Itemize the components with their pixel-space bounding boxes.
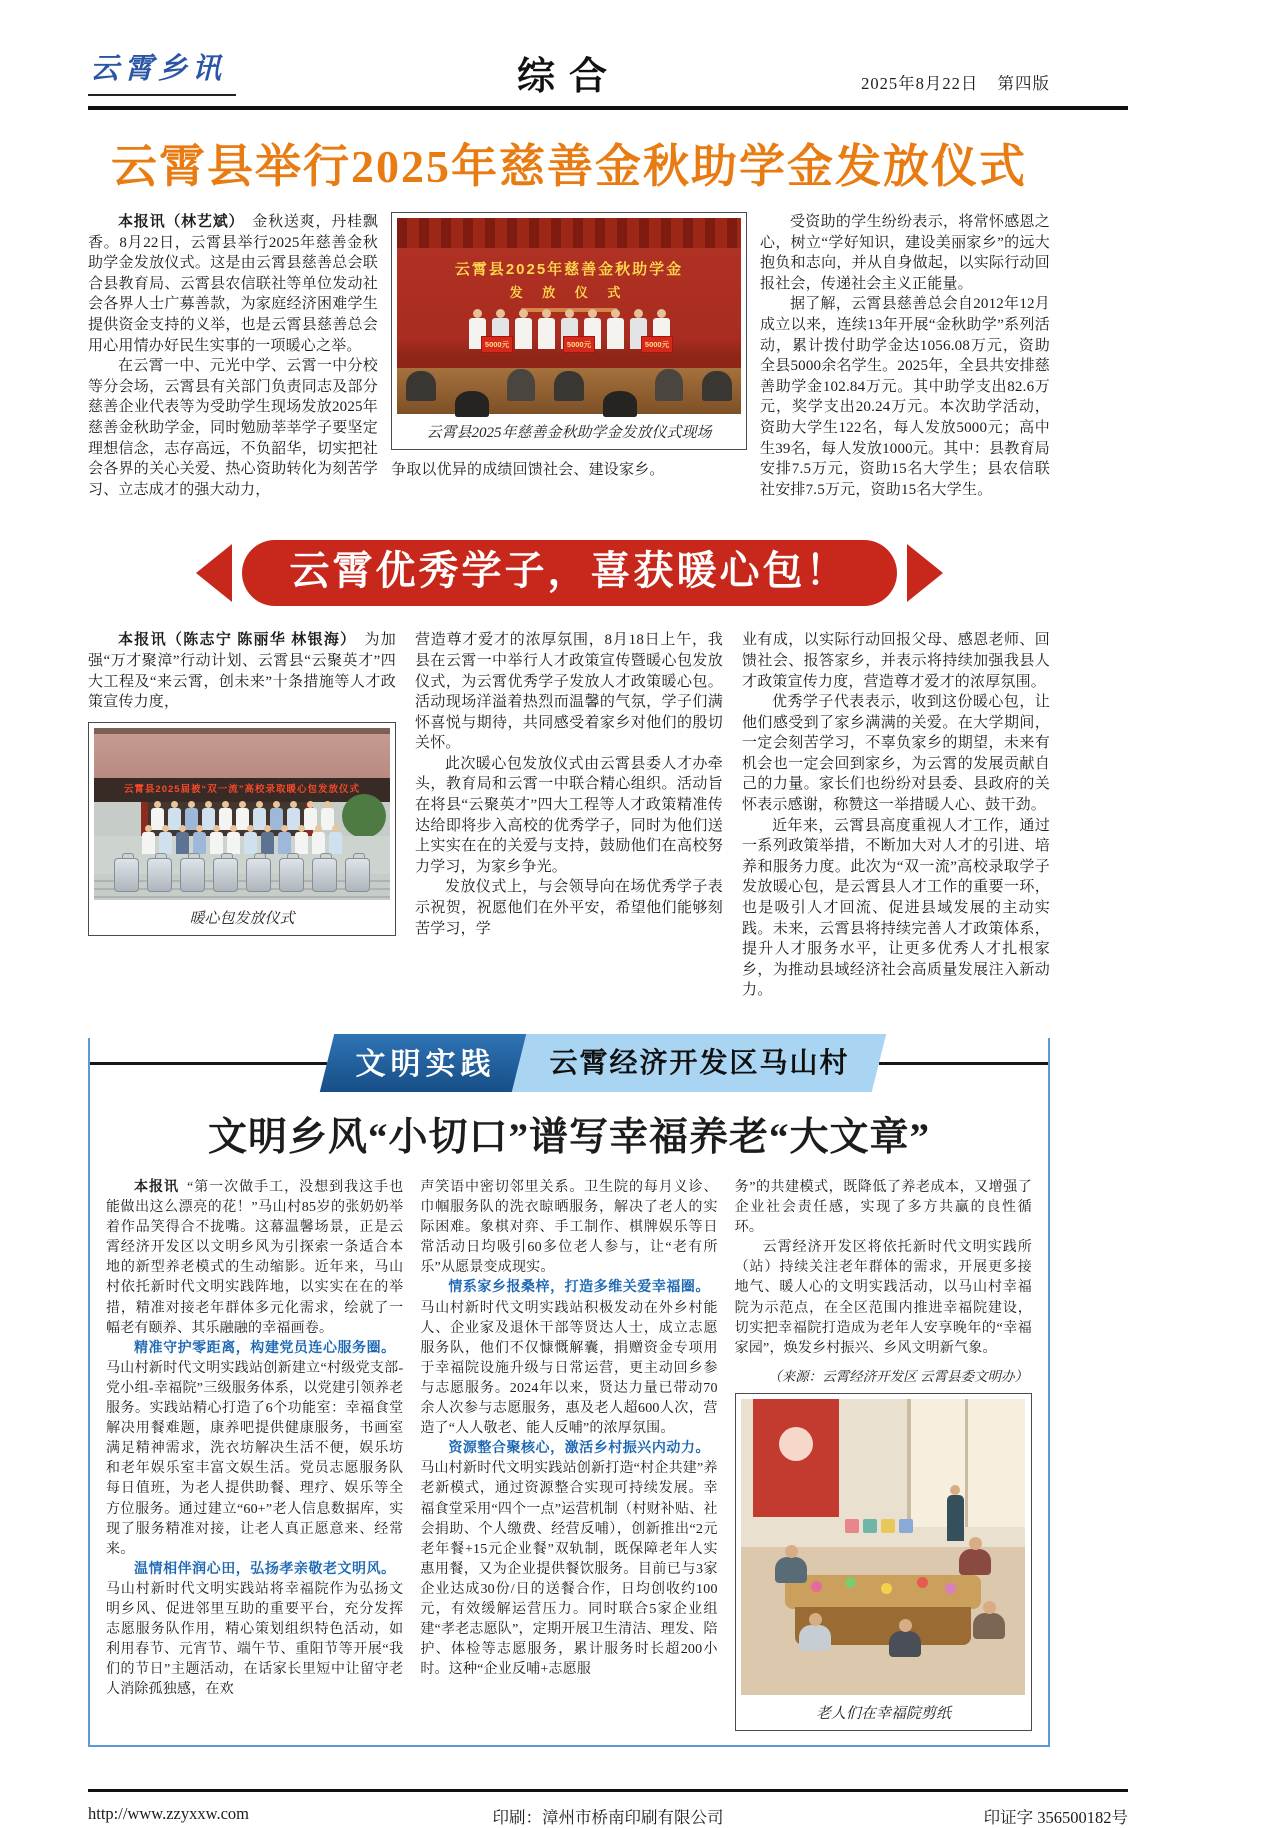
paragraph-text: 营造尊才爱才的浓厚氛围，8月18日上午，我县在云霄一中举行人才政策宣传暨暖心包发放仪式，为云霄优秀学子发放人才政策暖心包。活动现场洋溢着热烈而温馨的气氛，学子们满怀喜悦与期待，共同感受着家乡对他们的殷切关怀。	[415, 632, 723, 752]
subhead-blue: 资源整合聚核心，激活乡村振兴内动力。	[448, 1441, 710, 1457]
paragraph-text: 发放仪式上，与会领导向在场优秀学子表示祝贺，祝愿他们在外平安，希望他们能够刻苦学习，学	[415, 879, 723, 937]
red-wall-panel	[753, 1399, 839, 1517]
paper-flower	[845, 1577, 856, 1588]
luggage-case	[213, 858, 238, 892]
paper-flower	[881, 1583, 892, 1594]
person-figure	[947, 1495, 964, 1541]
audience-head	[554, 371, 584, 401]
article3-columns	[106, 1178, 1032, 1731]
article3-badge-row	[90, 1038, 1048, 1088]
paragraph-text: 争取以优异的成绩回馈社会、建设家乡。	[391, 462, 665, 478]
photo-elderly-papercutting	[741, 1399, 1025, 1695]
paragraph	[742, 630, 1050, 692]
photo-caption: 云霄县2025年慈善金秋助学金发放仪式现场	[426, 425, 712, 441]
badge-civilization-practice	[320, 1034, 530, 1092]
person-figure	[889, 1631, 921, 1657]
paragraph	[420, 1178, 717, 1278]
audience-head	[455, 391, 489, 417]
article1	[88, 212, 1050, 500]
people-row-back	[94, 808, 390, 830]
person-figure	[515, 318, 532, 349]
paragraph	[760, 212, 1050, 294]
paragraph	[106, 1178, 403, 1339]
byline-lead: 本报讯	[134, 1180, 179, 1195]
shelf-item	[845, 1519, 859, 1533]
subhead-blue: 情系家乡报桑梓，打造多维关爱幸福圈。	[448, 1280, 710, 1296]
article3-box	[88, 1038, 1050, 1747]
paper-name: 云霄乡讯	[88, 46, 236, 96]
paragraph	[88, 630, 396, 712]
badge-label: 文明实践	[355, 1048, 496, 1081]
donation-card: 5000元	[481, 336, 513, 353]
footer-url: http://www.zzyxxw.com	[88, 1803, 249, 1823]
person-figure	[775, 1557, 807, 1583]
paragraph	[106, 1560, 403, 1701]
paragraph	[420, 1278, 717, 1439]
paper-flower	[917, 1577, 928, 1588]
person-figure	[142, 832, 155, 854]
badge-label: 云霄经济开发区马山村	[549, 1047, 850, 1078]
person-figure	[210, 832, 223, 854]
paragraph-text: 马山村新时代文明实践站将幸福院作为弘扬文明乡风、促进邻里互助的重要平台，充分发挥志愿服务队作用，精心策划组织特色活动，如利用春节、元宵节、端午节、重阳节等开展“我们的节日”主题活动，在话家长里短中让留守老人消除孤独感，在欢	[106, 1581, 404, 1698]
paragraph	[106, 1339, 403, 1560]
issue-date: 2025年8月22日	[861, 74, 979, 93]
edition-number: 第四版	[997, 74, 1050, 93]
paragraph-text: 优秀学子代表表示，收到这份暖心包，让他们感受到了家乡满满的关爱。在大学期间，一定会刻苦学习，不辜负家乡的期望，未来有机会也一定会回到家乡，为云霄的发展贡献自己的力量。家长们也纷纷对县委、县政府的关怀表示感谢，称赞这一举措暖人心、鼓干劲。	[742, 694, 1050, 814]
paragraph-text: 在云霄一中、元光中学、云霄一中分校等分会场，云霄县有关部门负责同志及部分慈善企业代表等为受助学生现场发放2025年慈善金秋助学金，同时勉励莘莘学子要坚定理想信念，志存高远，不负韶华，切实把社会各界的关心关爱、热心资助转化为刻苦学习、立志成才的强大动力，	[88, 358, 378, 498]
paragraph	[88, 356, 378, 500]
badge-left-line	[90, 1062, 327, 1065]
audience-head	[702, 371, 732, 401]
photo-caption: 暖心包发放仪式	[189, 910, 295, 927]
article2-column-left	[88, 630, 396, 1001]
date-edition	[847, 70, 1050, 94]
paragraph	[420, 1439, 717, 1680]
building-wall	[94, 734, 390, 778]
person-figure	[312, 832, 325, 854]
person-figure	[973, 1613, 1005, 1639]
section-title: 综合	[516, 56, 622, 98]
shelf-item	[863, 1519, 877, 1533]
person-figure	[244, 832, 257, 854]
paragraph	[742, 692, 1050, 816]
paragraph-text: 马山村新时代文明实践站积极发动在外乡村能人、企业家及退休干部等贤达人士，成立志愿服务队，他们不仅慷慨解囊，捐赠资金专项用于幸福院设施升级与日常运营，更主动回乡参与志愿服务。2024年以来，贤达力量已带动70余人次参与志愿服务，惠及老人超600人次，营造了“人人敬老、能人反哺”的浓厚氛围。	[420, 1300, 718, 1437]
audience-silhouettes	[397, 351, 741, 417]
page-footer	[88, 1789, 1128, 1828]
badges	[327, 1034, 879, 1092]
paper-flower	[811, 1581, 822, 1592]
led-sign-text: 云霄县2025届被“双一流”高校录取暖心包发放仪式	[94, 778, 390, 802]
donation-card: 5000元	[563, 336, 595, 353]
article1-column-photo	[391, 212, 747, 500]
person-figure	[329, 832, 342, 854]
article2-column-middle	[415, 630, 723, 1001]
article2	[88, 630, 1050, 1001]
photo-frame	[88, 722, 396, 936]
paragraph-text: 据了解，云霄县慈善总会自2012年12月成立以来，连续13年开展“金秋助学”系列活动，累计拨付助学金达1056.08万元，资助全县5000余名学生。2025年，全县共安排慈善助学金102.84万元。其中助学支出82.6万元，奖学支出20.24万元。本次助学活动，资助大学生122名，每人发放5000元；高中生39名，每人发放1000元。其中：县教育局安排7.5万元，资助15名大学生；县农信联社安排7.5万元，资助15名大学生。	[760, 296, 1050, 498]
luggage-case	[345, 858, 370, 892]
person-figure	[799, 1625, 831, 1651]
audience-head	[507, 369, 535, 401]
paragraph	[742, 816, 1050, 1001]
photo-award-ceremony	[397, 218, 741, 414]
shelf-item	[899, 1519, 913, 1533]
paragraph	[415, 630, 723, 754]
person-figure	[295, 832, 308, 854]
byline-lead: 本报讯（陈志宁 陈丽华 林银海）	[118, 632, 357, 649]
photo-frame	[735, 1393, 1032, 1731]
paragraph	[735, 1238, 1032, 1359]
paragraph-text: 务”的共建模式，既降低了养老成本，又增强了企业社会责任感，实现了多方共赢的良性循环。	[734, 1180, 1032, 1236]
article3-column-middle	[420, 1178, 717, 1731]
badge-location	[512, 1034, 886, 1092]
luggage-case	[312, 858, 337, 892]
article3-headline: 文明乡风“小切口”谱写幸福养老“大文章”	[207, 1116, 930, 1159]
paragraph-text: 马山村新时代文明实践站创新建立“村级党支部-党小组-幸福院”三级服务体系，以党建引领养老服务。实践站精心打造了6个功能室：幸福食堂解决用餐难题，康养吧提供健康服务，书画室满足精神需求，洗衣坊解决生活不便，娱乐坊和老年娱乐室丰富文娱生活。党员志愿服务队每日值班，为老人提供助餐、理疗、娱乐等全方位服务。通过建立“60+”老人信息数据库，实现了服务精准对接，让老人真正愿意来、经常来。	[106, 1360, 404, 1557]
person-figure	[227, 832, 240, 854]
audience-head	[655, 369, 683, 401]
luggage-case	[180, 858, 205, 892]
source-line: （来源：云霄经济开发区 云霄县委文明办）	[768, 1368, 1028, 1384]
paragraph	[88, 212, 378, 356]
person-figure	[159, 832, 172, 854]
paragraph-text: 金秋送爽，丹桂飘香。8月22日，云霄县举行2025年慈善金秋助学金发放仪式。这是由云霄县慈善总会联合县教育局、云霄县农信联社等单位发动社会各界人士广募善款，为家庭经济困难学生提供资金支持的义举，也是云霄县慈善总会用心用情办好民生实事的一项暖心之举。	[88, 214, 378, 354]
person-figure	[607, 318, 624, 349]
footer-license: 印证字 356500182号	[983, 1807, 1128, 1827]
luggage-case	[246, 858, 271, 892]
photo-group-ceremony	[94, 728, 390, 900]
paragraph-text: 马山村新时代文明实践站创新打造“村企共建”养老新模式，通过资源整合实现可持续发展。幸福食堂采用“四个一点”运营机制（村财补贴、社会捐助、个人缴费、经营反哺），创新推出“2元老年餐+15元企业餐”双轨制，既保障老年人实惠用餐，又为企业提供餐饮服务。目前已与3家企业达成30份/日的送餐合作，日均创收约100元，有效缓解运营压力。同时联合5家企业组建“孝老志愿队”，定期开展卫生清洁、理发、陪护、体检等志愿服务，累计服务时长超200小时。这种“企业反哺+志愿服	[420, 1461, 718, 1678]
shelf-item	[881, 1519, 895, 1533]
toy-shelf	[845, 1519, 913, 1533]
audience-head	[603, 391, 637, 417]
article1-column-right	[760, 212, 1050, 500]
stage-banner-text: 云霄县2025年慈善金秋助学金	[454, 261, 684, 278]
person-figure	[278, 832, 291, 854]
audience-head	[406, 371, 436, 401]
stage-banner-text: 发 放 仪 式	[509, 285, 629, 300]
paragraph-text: 受资助的学生纷纷表示，将常怀感恩之心，树立“学好知识，建设美丽家乡”的远大抱负和志向，并从自身做起，以实际行动回报社会，传递社会主义正能量。	[760, 214, 1050, 292]
arrow-right-icon	[907, 544, 943, 602]
article3-column-right	[735, 1178, 1032, 1731]
person-figure	[176, 832, 189, 854]
article1-headline: 云霄县举行2025年慈善金秋助学金发放仪式	[111, 141, 1027, 192]
luggage-case	[279, 858, 304, 892]
paragraph-text: 声笑语中密切邻里关系。卫生院的每月义诊、巾帼服务队的洗衣晾晒服务，解决了老人的实际困难。象棋对弈、手工制作、棋牌娱乐等日常活动日均吸引60多位老人参与，让“老有所乐”从愿景变成现实。	[420, 1180, 718, 1276]
people-row-front	[94, 832, 390, 854]
person-figure	[538, 318, 555, 349]
paragraph-text: 近年来，云霄县高度重视人才工作，通过一系列政策举措，不断加大对人才的引进、培养和服务力度。此次为“双一流”高校录取学子发放暖心包，是云霄县人才工作的重要一环，也是吸引人才回流、促进县域发展的主动实践。未来，云霄县将持续完善人才政策体系，提升人才服务水平，让更多优秀人才扎根家乡，为推动县域经济社会高质量发展注入新动力。	[742, 817, 1050, 999]
photo-frame	[391, 212, 747, 450]
bright-window	[907, 1399, 1025, 1527]
person-figure	[959, 1549, 991, 1575]
paragraph-text: 云霄经济开发区将依托新时代文明实践所（站）持续关注老年群体的需求，开展更多接地气、暖人心的文明实践活动，以马山村幸福院为示范点，在全区范围内推进幸福院建设，切实把幸福院打造成为老年人安享晚年的“幸福家园”，焕发乡村振兴、乡风文明新气象。	[734, 1240, 1032, 1356]
subhead-blue: 温情相伴润心田，弘扬孝亲敬老文明风。	[134, 1561, 396, 1577]
luggage-case	[114, 858, 139, 892]
luggage-case	[147, 858, 172, 892]
luggage-row	[94, 858, 390, 892]
donation-card: 5000元	[641, 336, 673, 353]
paper-flower	[945, 1583, 956, 1594]
article1-column-left	[88, 212, 378, 500]
print-area	[88, 44, 1128, 1828]
article2-banner: 云霄优秀学子，喜获暖心包！	[242, 540, 897, 606]
masthead-rule	[88, 106, 1128, 110]
badge-right-line	[879, 1062, 1048, 1065]
photo-caption: 老人们在幸福院剪纸	[815, 1705, 951, 1722]
paragraph-text: 业有成，以实际行动回报父母、感恩老师、回馈社会、报答家乡，并表示将持续加强我县人才政策宣传力度，营造尊才爱才的浓厚氛围。	[742, 632, 1050, 690]
article3-column-left	[106, 1178, 403, 1731]
masthead	[88, 44, 1050, 102]
person-figure	[261, 832, 274, 854]
article2-banner-row	[88, 540, 1050, 606]
person-figure	[193, 832, 206, 854]
subhead-blue: 精准守护零距离，构建党员连心服务圈。	[134, 1340, 396, 1356]
article2-column-right	[742, 630, 1050, 1001]
paragraph	[735, 1178, 1032, 1238]
paragraph	[391, 460, 747, 481]
stage-curtain	[397, 218, 741, 248]
paragraph	[415, 877, 723, 939]
paragraph-text: 为加强“万才聚漳”行动计划、云霄县“云聚英才”四大工程及“来云霄，创未来”十条措施等人才政策宣传力度，	[88, 632, 396, 711]
byline-lead: 本报讯（林艺斌）	[118, 214, 245, 230]
paragraph	[415, 754, 723, 878]
paragraph	[760, 294, 1050, 500]
footer-printer: 印刷：漳州市桥南印刷有限公司	[492, 1807, 724, 1827]
paragraph-text: “第一次做手工，没想到我这手也能做出这么漂亮的花！”马山村85岁的张奶奶举着作品笑得合不拢嘴。这幕温馨场景，正是云霄经济开发区以文明乡风为引探索一条适合本地的新型养老模式的生动缩影。近年来，马山村依托新时代文明实践阵地，以实实在在的举措，精准对接老年群体多元化需求，绘就了一幅老有颐养、其乐融融的幸福画卷。	[106, 1180, 404, 1336]
paragraph-text: 此次暖心包发放仪式由云霄县委人才办牵头，教育局和云霄一中联合精心组织。活动旨在将县“云聚英才”四大工程等人才政策精准传达给即将步入高校的优秀学子，同时为他们送上实实在在的关爱与支持，鼓励他们在高校努力学习，为家乡争光。	[415, 755, 723, 875]
arrow-left-icon	[196, 544, 232, 602]
